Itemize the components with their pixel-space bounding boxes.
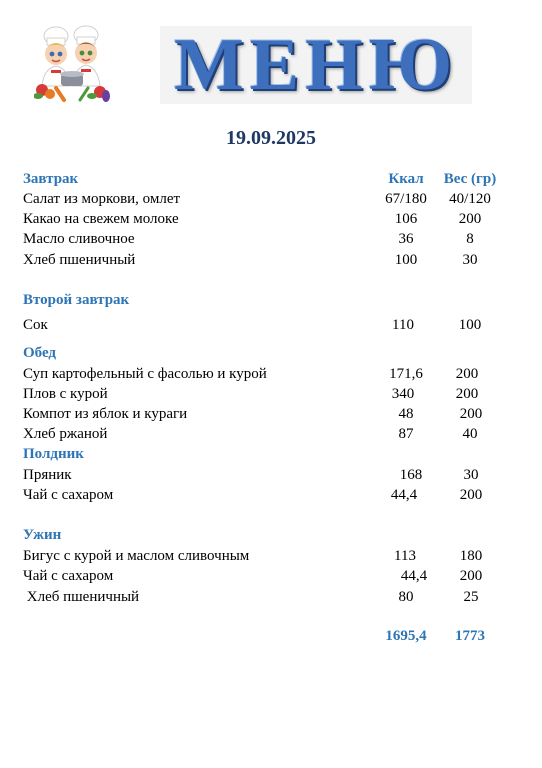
menu-item-row xyxy=(0,315,542,335)
dish-name: Хлеб пшеничный xyxy=(23,589,140,605)
menu-item-row xyxy=(0,465,542,485)
dish-weight: 40 xyxy=(462,426,478,442)
dish-kcal: 106 xyxy=(394,211,418,227)
dish-kcal: 87 xyxy=(398,426,414,442)
dish-kcal: 48 xyxy=(398,406,414,422)
dish-kcal: 110 xyxy=(392,317,414,333)
dish-name: Чай с сахаром xyxy=(23,568,114,584)
dish-kcal: 36 xyxy=(398,231,414,247)
dish-name: Чай с сахаром xyxy=(23,487,114,503)
title-banner xyxy=(160,26,472,104)
dish-kcal: 171,6 xyxy=(389,366,423,382)
total-weight: 1773 xyxy=(455,628,485,644)
menu-item-row xyxy=(0,566,542,586)
column-header-kcal: Ккал xyxy=(388,171,424,187)
dish-weight: 8 xyxy=(466,231,474,247)
dish-weight: 200 xyxy=(455,366,479,382)
dish-name: Сок xyxy=(23,317,48,333)
dish-weight: 100 xyxy=(458,317,482,333)
menu-item-row xyxy=(0,546,542,566)
dish-kcal: 67/180 xyxy=(385,191,427,207)
dish-name: Компот из яблок и кураги xyxy=(23,406,188,422)
dish-name: Бигус с курой и маслом сливочным xyxy=(23,548,250,564)
dish-kcal: 44,4 xyxy=(390,487,418,503)
total-kcal: 1695,4 xyxy=(385,628,427,644)
dish-kcal: 168 xyxy=(399,467,423,483)
menu-title: МЕНЮ xyxy=(173,24,459,106)
menu-item-row xyxy=(0,587,542,607)
dish-name: Какао на свежем молоке xyxy=(23,211,179,227)
section-title: Полдник xyxy=(23,446,84,462)
section-title: Завтрак xyxy=(23,171,79,187)
dish-kcal: 44,4 xyxy=(400,568,428,584)
section-header-dinner xyxy=(0,525,542,545)
dish-kcal: 340 xyxy=(391,386,415,402)
dish-name: Масло сливочное xyxy=(23,231,135,247)
menu-item-row xyxy=(0,485,542,505)
menu-item-row xyxy=(0,384,542,404)
totals-row xyxy=(0,626,542,646)
dish-weight: 180 xyxy=(459,548,483,564)
menu-item-row xyxy=(0,250,542,270)
dish-name: Хлеб ржаной xyxy=(23,426,108,442)
dish-weight: 200 xyxy=(459,406,483,422)
menu-item-row xyxy=(0,364,542,384)
section-title: Второй завтрак xyxy=(23,292,130,308)
dish-kcal: 80 xyxy=(398,589,414,605)
dish-weight: 200 xyxy=(458,211,482,227)
dish-weight: 30 xyxy=(462,252,478,268)
section-title: Ужин xyxy=(23,527,62,543)
section-header-second-breakfast xyxy=(0,290,542,310)
section-header-breakfast xyxy=(0,169,542,189)
dish-weight: 200 xyxy=(455,386,479,402)
dish-kcal: 100 xyxy=(394,252,418,268)
dish-name: Пряник xyxy=(23,467,72,483)
dish-weight: 200 xyxy=(459,568,483,584)
dish-kcal: 113 xyxy=(394,548,416,564)
dish-name: Хлеб пшеничный xyxy=(23,252,136,268)
menu-item-row xyxy=(0,189,542,209)
dish-weight: 30 xyxy=(463,467,479,483)
dish-weight: 40/120 xyxy=(449,191,491,207)
two-chefs-icon xyxy=(34,24,110,102)
dish-weight: 25 xyxy=(463,589,479,605)
section-header-snack xyxy=(0,444,542,464)
dish-name: Суп картофельный с фасолью и курой xyxy=(23,366,267,382)
menu-item-row xyxy=(0,424,542,444)
column-header-weight: Вес (гр) xyxy=(443,171,497,187)
menu-item-row xyxy=(0,229,542,249)
menu-item-row xyxy=(0,209,542,229)
menu-date: 19.09.2025 xyxy=(226,127,316,149)
dish-name: Салат из моркови, омлет xyxy=(23,191,181,207)
dish-weight: 200 xyxy=(459,487,483,503)
section-title: Обед xyxy=(23,345,57,361)
section-header-lunch xyxy=(0,343,542,363)
menu-item-row xyxy=(0,404,542,424)
dish-name: Плов с курой xyxy=(23,386,108,402)
